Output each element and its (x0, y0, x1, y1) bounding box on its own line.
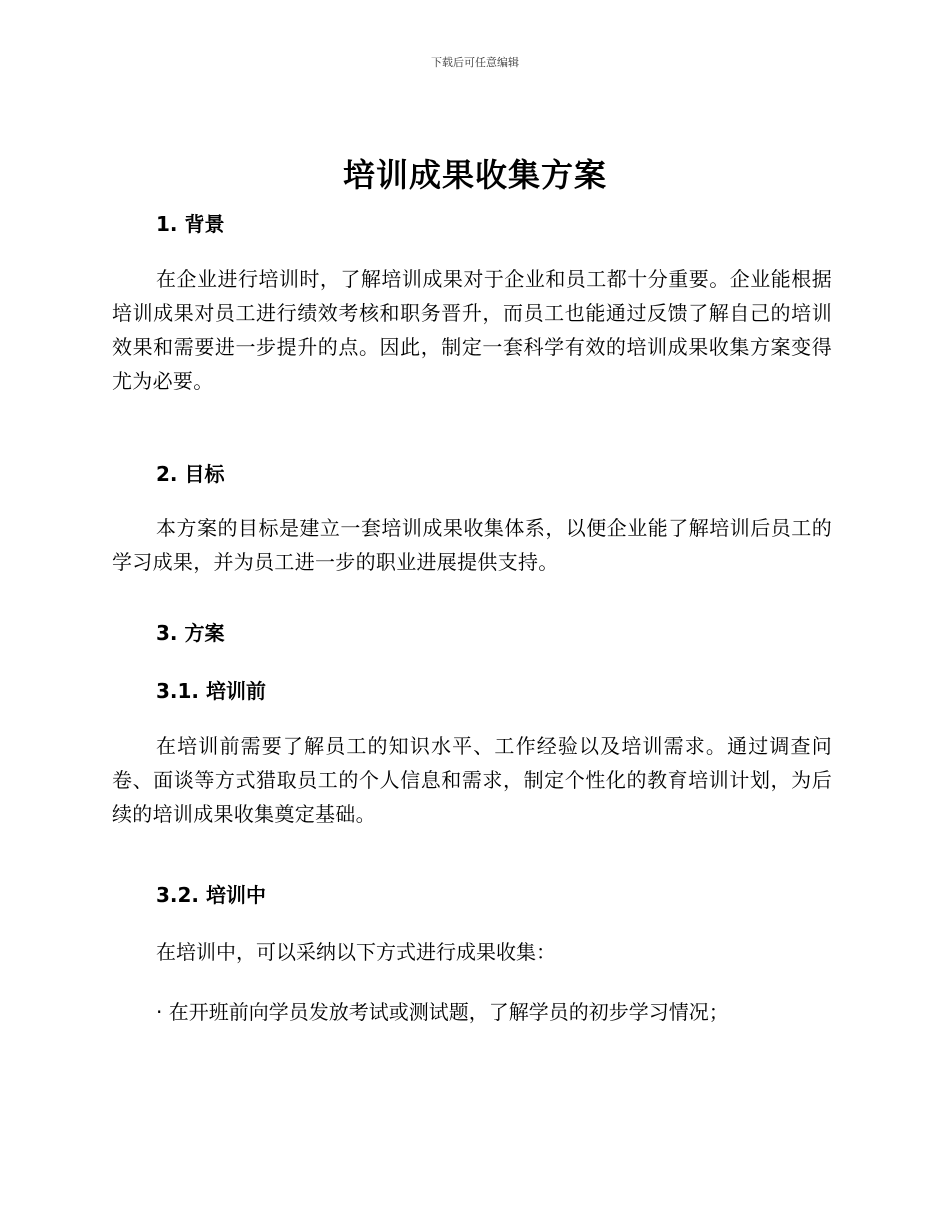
paragraph-before: 在培训前需要了解员工的知识水平、工作经验以及培训需求。通过调查问卷、面谈等方式猎取员工的个人信息和需求，制定个性化的教育培训计划，为后续的培训成果收集奠定基础。 (112, 734, 832, 826)
subsection-heading-during: 3.2. 培训中 (156, 883, 266, 907)
bullet-item: · 在开班前向学员发放考试或测试题，了解学员的初步学习情况； (156, 1000, 729, 1024)
paragraph-during: 在培训中，可以采纳以下方式进行成果收集： (156, 940, 556, 964)
subsection-heading-before: 3.1. 培训前 (156, 679, 266, 703)
header-note: 下载后可任意编辑 (431, 56, 519, 69)
section-heading-goal: 2. 目标 (156, 462, 225, 486)
document-title: 培训成果收集方案 (342, 156, 607, 194)
section-heading-background: 1. 背景 (156, 212, 225, 236)
section-heading-plan: 3. 方案 (156, 621, 225, 645)
paragraph-background: 在企业进行培训时，了解培训成果对于企业和员工都十分重要。企业能根据培训成果对员工进行绩效考核和职务晋升，而员工也能通过反馈了解自己的培训效果和需要进一步提升的点。因此，制定一套科学有效的培训成果收集方案变得尤为必要。 (112, 267, 832, 393)
paragraph-goal: 本方案的目标是建立一套培训成果收集体系，以便企业能了解培训后员工的学习成果，并为员工进一步的职业进展提供支持。 (112, 516, 832, 574)
